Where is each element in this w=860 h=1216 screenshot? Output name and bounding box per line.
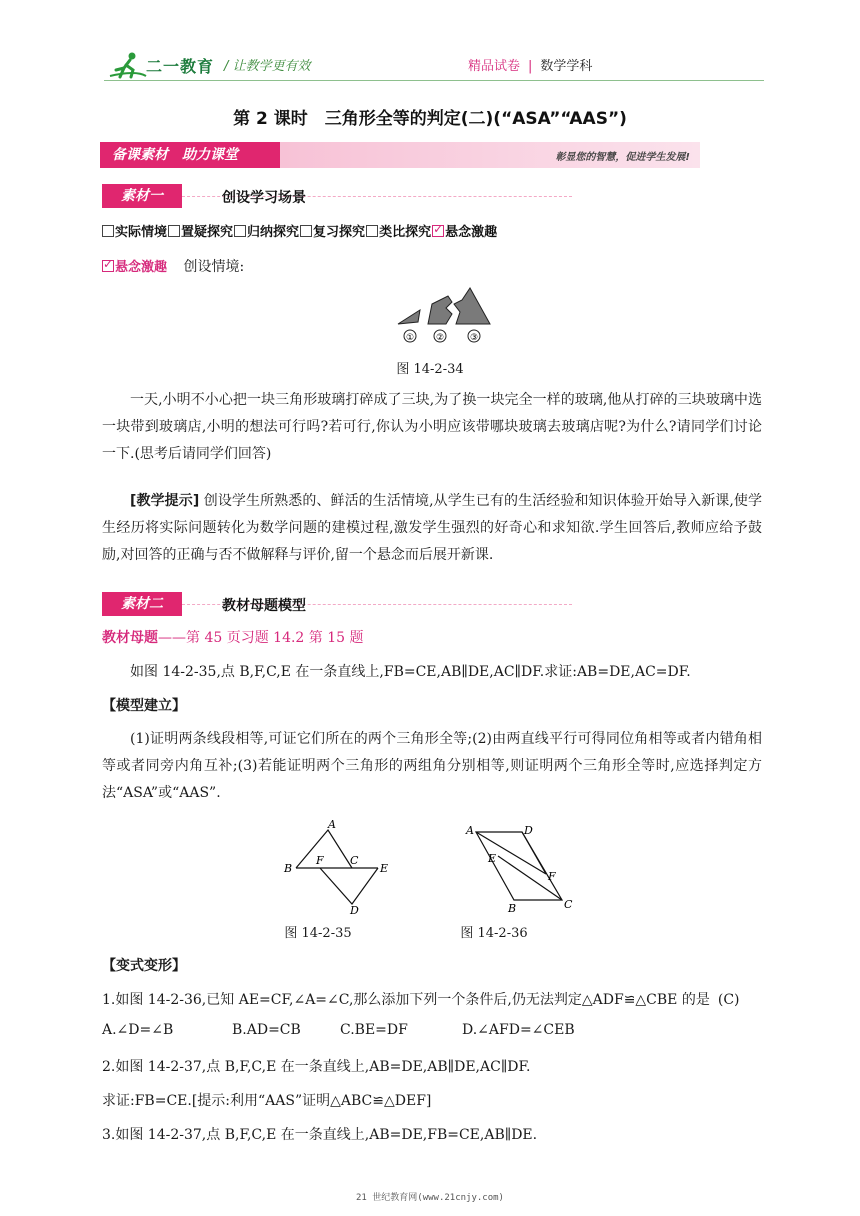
fig36-label-a: A (466, 824, 474, 837)
checkbox-icon (366, 225, 378, 237)
story-paragraph: 一天,小明不小心把一块三角形玻璃打碎成了三块,为了换一块完全一样的玻璃,他从打碎的三块玻璃中选一块带到玻璃店,小明的想法可行吗?若可行,你认为小明应该带哪块玻璃去玻璃店呢?为什么?请同学们讨论一下.(思考后请同学们回答) (102, 392, 762, 462)
section1-tag (102, 184, 582, 208)
section1-label: 创设学习场景 (222, 190, 306, 206)
option-label: 置疑探究 (181, 225, 234, 240)
option-c: C.BE=DF (340, 1022, 408, 1038)
fig34-caption: 图 14-2-34 (396, 362, 464, 377)
checkbox-icon (300, 225, 312, 237)
fig35-label-d: D (350, 904, 359, 914)
figure-14-2-34 (390, 282, 500, 346)
fig-label-3: ③ (469, 333, 479, 343)
question-2: 2.如图 14-2-37,点 B,F,C,E 在一条直线上,AB=DE,AB∥DE,AC∥DF. (102, 1059, 531, 1075)
question-2-proof: 求证:FB=CE.[提示:利用“AAS”证明△ABC≌△DEF] (102, 1093, 432, 1109)
option-a: A.∠D=∠B (102, 1022, 174, 1038)
checkbox-icon (168, 225, 180, 237)
slogan: / 让教学更有效 (224, 59, 311, 74)
page-footer: 21 世纪教育网(www.21cnjy.com) (356, 1193, 504, 1203)
scene-intro: 创设情境: (183, 259, 245, 275)
option-label: 类比探究 (379, 225, 432, 240)
checkbox-icon (102, 225, 114, 237)
model-heading: 【模型建立】 (102, 698, 186, 714)
fig-label-1: ① (405, 333, 415, 343)
figure-14-2-36 (462, 820, 582, 916)
section-banner (100, 142, 700, 168)
hint-text: 创设学生所熟悉的、鲜活的生活情境,从学生已有的生活经验和知识体验开始导入新课,使学生经历将实际问题转化为数学问题的建模过程,激发学生强烈的好奇心和求知欲.学生回答后,教师应给予鼓励,对回答的正确与否不做解释与评价,留一个悬念而后展开新课. (102, 493, 763, 563)
teaching-hint (102, 488, 762, 569)
fig-label-2: ② (435, 333, 445, 343)
checkbox-checked-icon (102, 260, 114, 272)
header-right (468, 55, 592, 74)
fig35-label-e: E (380, 862, 389, 875)
banner-left-label: 备课素材 助力课堂 (100, 142, 280, 168)
subject-label: 数学学科 (540, 59, 593, 74)
fig35-label-a: A (328, 818, 336, 831)
section2-tag-box: 素材二 (102, 592, 182, 616)
brand-name: 二一教育 (146, 57, 215, 76)
selected-scene (102, 256, 244, 276)
option-label: 复习探究 (313, 225, 366, 240)
option-b: B.AD=CB (232, 1022, 301, 1038)
figure-14-2-35 (280, 818, 392, 914)
question-1-text: 1.如图 14-2-36,已知 AE=CF,∠A=∠C,那么添加下列一个条件后,仍无法判定△ADF≌△CBE 的是 (102, 992, 710, 1008)
source-label: 教材母题 (102, 630, 158, 646)
fig36-label-d: D (524, 824, 533, 837)
source-text: ——第 45 页习题 14.2 第 15 题 (158, 630, 364, 646)
question-3: 3.如图 14-2-37,点 B,F,C,E 在一条直线上,AB=DE,FB=CE,AB∥DE. (102, 1127, 538, 1143)
section2-label: 教材母题模型 (222, 598, 306, 614)
scene-options (102, 221, 498, 240)
checkbox-icon (234, 225, 246, 237)
fig36-label-b: B (508, 902, 517, 915)
page-title: 第 2 课时 三角形全等的判定(二)(“ASA”“AAS”) (233, 109, 627, 129)
header-separator: | (528, 59, 533, 74)
fig35-label-b: B (284, 862, 293, 875)
fig36-caption: 图 14-2-36 (460, 926, 528, 941)
option-label: 归纳探究 (247, 225, 300, 240)
hint-label: [教学提示] (130, 493, 200, 509)
option-label: 实际情境 (115, 225, 168, 240)
fig35-label-c: C (350, 854, 359, 867)
fig36-label-f: F (548, 870, 556, 883)
selected-label: 悬念激趣 (115, 260, 168, 275)
option-d: D.∠AFD=∠CEB (462, 1022, 575, 1038)
category-label: 精品试卷 (468, 59, 521, 74)
fig36-label-e: E (488, 852, 497, 865)
banner-right-label: 彰显您的智慧，促进学生发展! (555, 152, 690, 163)
variant-heading: 【变式变形】 (102, 958, 186, 974)
fig35-caption: 图 14-2-35 (284, 926, 352, 941)
checkbox-checked-icon (432, 225, 444, 237)
fig36-label-c: C (564, 898, 573, 911)
section2-tag (102, 592, 582, 616)
question-1-answer: (C) (717, 992, 740, 1008)
section1-tag-box: 素材一 (102, 184, 182, 208)
option-label: 悬念激趣 (445, 225, 498, 240)
question-1 (102, 989, 740, 1009)
source-line (102, 627, 364, 647)
header-divider (104, 80, 764, 81)
problem-statement: 如图 14-2-35,点 B,F,C,E 在一条直线上,FB=CE,AB∥DE,AC∥DF.求证:AB=DE,AC=DF. (130, 664, 691, 680)
fig35-label-f: F (316, 854, 324, 867)
model-text: (1)证明两条线段相等,可证它们所在的两个三角形全等;(2)由两直线平行可得同位角相等或者内错角相等或者同旁内角互补;(3)若能证明两个三角形的两组角分别相等,则证明两个三角形全等时,应选择判定方法“ASA”或“AAS”. (102, 731, 762, 801)
